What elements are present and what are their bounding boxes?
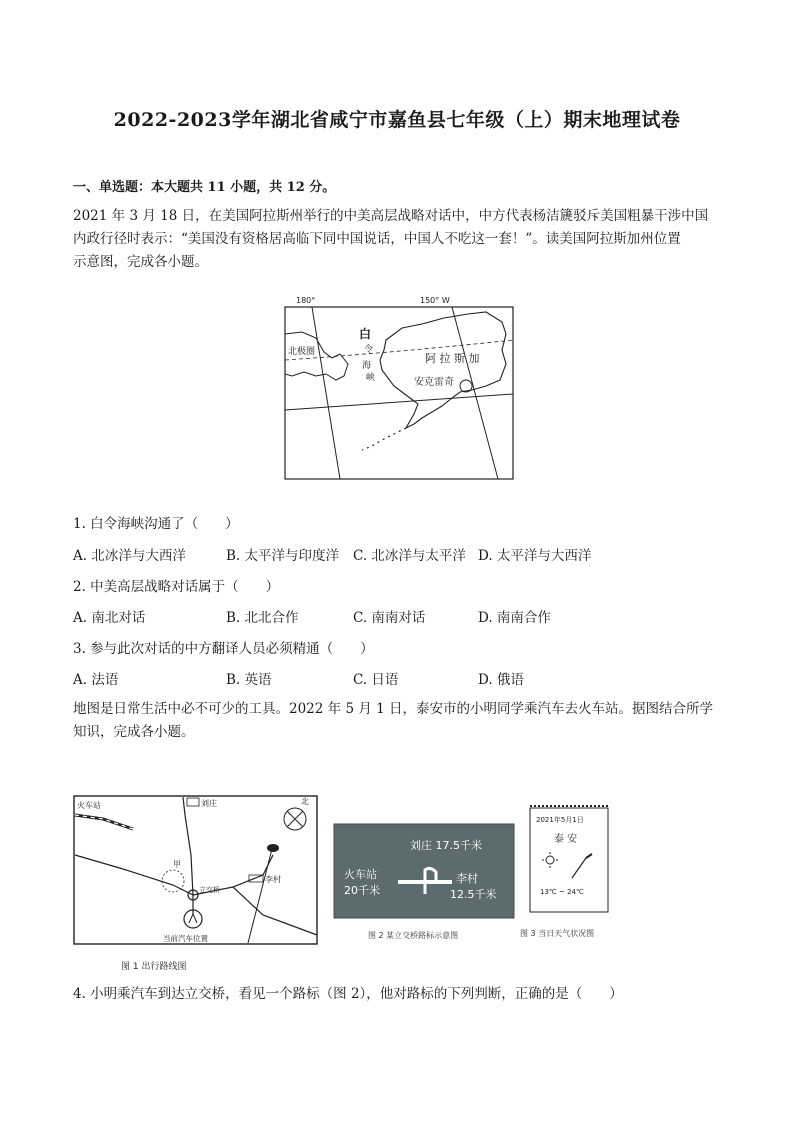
question-2-stem: 2. 中美高层战略对话属于（ ）: [73, 579, 280, 595]
route-map-svg: [73, 795, 318, 975]
alaska-label: 阿 拉 斯 加: [425, 352, 480, 365]
longitude-150w-label: 150° W: [420, 296, 450, 305]
liuzhuang-label: 刘庄: [201, 799, 217, 808]
figure-3-weather: [520, 802, 620, 942]
q3-option-c[interactable]: C. 日语: [353, 672, 399, 688]
lake: [267, 844, 279, 852]
map-frame: [285, 307, 513, 479]
intro-line: 内政行径时表示：“美国没有资格居高临下同中国说话，中国人不吃这一套！”。读美国阿拉斯加州位置: [73, 231, 681, 247]
figure-2-caption: 图 2 某立交桥路标示意图: [368, 931, 459, 940]
temperature-range: 13℃ ~ 24℃: [540, 888, 584, 896]
figure-2-road-sign: [332, 822, 518, 942]
intro-paragraph-1: [73, 205, 723, 274]
figure-1-caption: 图 1 出行路线图: [121, 962, 187, 972]
q2-option-c[interactable]: C. 南南对话: [353, 610, 426, 626]
page-title: 2022-2023学年湖北省咸宁市嘉鱼县七年级（上）期末地理试卷: [113, 109, 681, 131]
question-1-stem: 1. 白令海峡沟通了（ ）: [73, 516, 239, 532]
car-position-label: 当前汽车位置: [163, 934, 208, 943]
anchorage-label: 安克雷奇: [414, 377, 454, 388]
q3-option-b[interactable]: B. 英语: [226, 672, 272, 688]
question-4-stem: 4. 小明乘汽车到达立交桥，看见一个路标（图 2），他对路标的下列判断，正确的是（ ）: [73, 986, 623, 1002]
q1-option-b[interactable]: B. 太平洋与印度洋: [226, 548, 340, 564]
question-3-stem: 3. 参与此次对话的中方翻译人员必须精通（ ）: [73, 641, 374, 657]
licun-label: 李村: [265, 875, 281, 884]
q2-option-d[interactable]: D. 南南合作: [478, 610, 551, 626]
sign-right-dist: 12.5千米: [450, 888, 497, 901]
q2-option-a[interactable]: A. 南北对话: [73, 610, 146, 626]
intro-paragraph-2: [73, 698, 723, 744]
sign-right-name: 李村: [456, 872, 478, 885]
alaska-map: [282, 294, 516, 484]
calendar-date: 2021年5月1日: [536, 816, 584, 824]
longitude-180-label: 180°: [296, 296, 316, 305]
sign-left-name: 火车站: [344, 868, 377, 881]
intro-line: 2021 年 3 月 18 日，在美国阿拉斯州举行的中美高层战略对话中，中方代表杨洁篪驳斥美国粗暴干涉中国: [73, 208, 709, 224]
bering-label-4: 峡: [366, 373, 376, 383]
q2-option-b[interactable]: B. 北北合作: [226, 610, 299, 626]
alaska-map-svg: [282, 294, 516, 484]
sign-left-dist: 20千米: [344, 884, 380, 897]
q3-option-d[interactable]: D. 俄语: [478, 672, 524, 688]
sign-top-text: 刘庄 17.5千米: [410, 839, 482, 852]
intro-line: 地图是日常生活中必不可少的工具。2022 年 5 月 1 日，泰安市的小明同学乘汽车去火车站。据图结合所学: [73, 701, 713, 717]
jia-label: 甲: [173, 860, 181, 869]
arctic-circle-label: 北极圈: [288, 347, 316, 357]
intro-line: 示意图，完成各小题。: [73, 254, 208, 270]
bering-label-3: 海: [362, 361, 372, 371]
bridge-label: 立交桥: [199, 886, 220, 894]
intro-line: 知识，完成各小题。: [73, 724, 195, 740]
calendar-city: 泰 安: [554, 834, 578, 845]
bering-label-2: 令: [364, 345, 374, 355]
q1-option-c[interactable]: C. 北冰洋与太平洋: [353, 548, 466, 564]
figure-3-caption: 图 3 当日天气状况图: [520, 929, 595, 938]
weather-svg: [520, 802, 620, 942]
station-label: 火车站: [77, 801, 101, 810]
road-sign-svg: [332, 822, 518, 942]
bering-label-1: 白: [359, 327, 372, 341]
figure-1-route-map: [73, 795, 318, 975]
q3-option-a[interactable]: A. 法语: [73, 672, 119, 688]
north-label: 北: [301, 797, 309, 806]
q1-option-a[interactable]: A. 北冰洋与大西洋: [73, 548, 186, 564]
section-heading: 一、单选题：本大题共 11 小题，共 12 分。: [73, 180, 336, 195]
q1-option-d[interactable]: D. 太平洋与大西洋: [478, 548, 592, 564]
